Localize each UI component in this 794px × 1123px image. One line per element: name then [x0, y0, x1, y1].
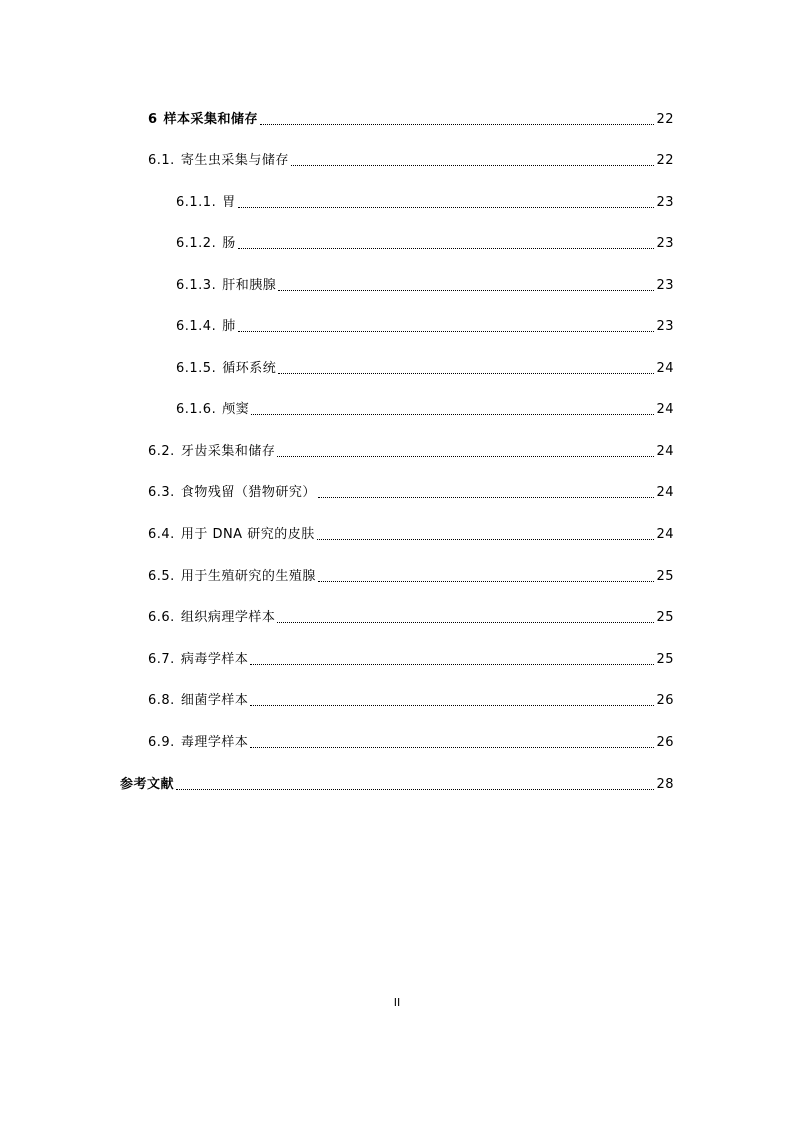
- toc-entry[interactable]: [148, 108, 674, 128]
- toc-entry-title: 用于 DNA 研究的皮肤: [180, 527, 315, 542]
- toc-entry-title: 牙齿采集和储存: [180, 444, 276, 459]
- toc-entry[interactable]: [148, 149, 674, 169]
- toc-leader-dots: [278, 373, 654, 374]
- toc-entry-number: 6.4.: [148, 527, 175, 542]
- toc-entry-title: 细菌学样本: [180, 693, 249, 708]
- toc-entry-title: 肝和胰腺: [222, 278, 277, 293]
- toc-entry-page: 23: [656, 236, 674, 251]
- toc-entry[interactable]: [148, 731, 674, 751]
- toc-entry[interactable]: [176, 315, 674, 335]
- toc-leader-dots: [317, 539, 655, 540]
- toc-entry-title: 颅窦: [222, 402, 250, 417]
- toc-entry-number: 6.3.: [148, 485, 175, 500]
- toc-entry-title: 肺: [222, 319, 236, 334]
- toc-leader-dots: [251, 414, 654, 415]
- toc-entry[interactable]: [148, 689, 674, 709]
- page-number: II: [393, 996, 401, 1009]
- toc-entry-number: 6: [148, 112, 158, 127]
- toc-leader-dots: [277, 622, 654, 623]
- toc-leader-dots: [238, 207, 655, 208]
- toc-entry[interactable]: [148, 523, 674, 543]
- toc-leader-dots: [238, 248, 655, 249]
- toc-entry-page: 26: [656, 735, 674, 750]
- toc-entry[interactable]: [176, 232, 674, 252]
- toc-entry-page: 22: [656, 112, 674, 127]
- toc-entry-number: 6.1.6.: [176, 402, 217, 417]
- toc-entry[interactable]: [148, 565, 674, 585]
- toc-leader-dots: [250, 664, 654, 665]
- toc-entry-title: 毒理学样本: [180, 735, 249, 750]
- toc-leader-dots: [250, 705, 654, 706]
- toc-entry-title: 循环系统: [222, 361, 277, 376]
- toc-entry[interactable]: [176, 274, 674, 294]
- toc-entry-title: 样本采集和储存: [163, 112, 259, 127]
- toc-leader-dots: [291, 165, 655, 166]
- toc-entry-number: 6.1.4.: [176, 319, 217, 334]
- toc-entry[interactable]: [148, 481, 674, 501]
- toc-entry-page: 24: [656, 402, 674, 417]
- toc-entry-number: 6.1.3.: [176, 278, 217, 293]
- toc-entry[interactable]: [176, 357, 674, 377]
- toc-entry-page: 22: [656, 153, 674, 168]
- toc-entry-number: 6.5.: [148, 569, 175, 584]
- toc-entry-title: 胃: [222, 195, 236, 210]
- toc-entry-number: 6.6.: [148, 610, 175, 625]
- toc-entry-page: 23: [656, 278, 674, 293]
- toc-entry-title: 用于生殖研究的生殖腺: [180, 569, 316, 584]
- toc-entry-page: 24: [656, 444, 674, 459]
- toc-entry-page: 24: [656, 485, 674, 500]
- toc-entry-number: 6.1.5.: [176, 361, 217, 376]
- toc-entry[interactable]: [148, 606, 674, 626]
- toc-leader-dots: [176, 789, 654, 790]
- toc-entry-references[interactable]: [120, 773, 674, 793]
- toc-leader-dots: [277, 456, 654, 457]
- toc-entry-number: 6.7.: [148, 652, 175, 667]
- toc-entry[interactable]: [148, 440, 674, 460]
- toc-entry-number: 6.2.: [148, 444, 175, 459]
- toc-entry-page: 24: [656, 527, 674, 542]
- toc-entry-page: 23: [656, 319, 674, 334]
- toc-entry-page: 25: [656, 652, 674, 667]
- toc-entry-page: 26: [656, 693, 674, 708]
- toc-entry-page: 28: [656, 777, 674, 792]
- toc-entry-title: 组织病理学样本: [180, 610, 276, 625]
- toc-entry-title: 食物残留（猎物研究）: [180, 485, 316, 500]
- toc-leader-dots: [250, 747, 654, 748]
- toc-leader-dots: [238, 331, 655, 332]
- toc-entry-number: 6.1.1.: [176, 195, 217, 210]
- toc-entry-page: 25: [656, 569, 674, 584]
- toc-entry[interactable]: [176, 398, 674, 418]
- toc-entry-title: 寄生虫采集与储存: [180, 153, 289, 168]
- toc-entry[interactable]: [176, 191, 674, 211]
- toc-entry-page: 24: [656, 361, 674, 376]
- toc-leader-dots: [318, 497, 655, 498]
- toc-entry-number: 6.9.: [148, 735, 175, 750]
- toc-entry-title: 病毒学样本: [180, 652, 249, 667]
- toc-entry-number: 6.1.2.: [176, 236, 217, 251]
- toc-entry-page: 23: [656, 195, 674, 210]
- toc-leader-dots: [260, 124, 654, 125]
- toc-entry-number: 6.1.: [148, 153, 175, 168]
- toc-entry-page: 25: [656, 610, 674, 625]
- toc-leader-dots: [278, 290, 654, 291]
- toc-entry[interactable]: [148, 648, 674, 668]
- toc-entry-number: 6.8.: [148, 693, 175, 708]
- toc-leader-dots: [318, 581, 655, 582]
- toc-entry-title: 参考文献: [120, 777, 175, 792]
- toc-entry-title: 肠: [222, 236, 236, 251]
